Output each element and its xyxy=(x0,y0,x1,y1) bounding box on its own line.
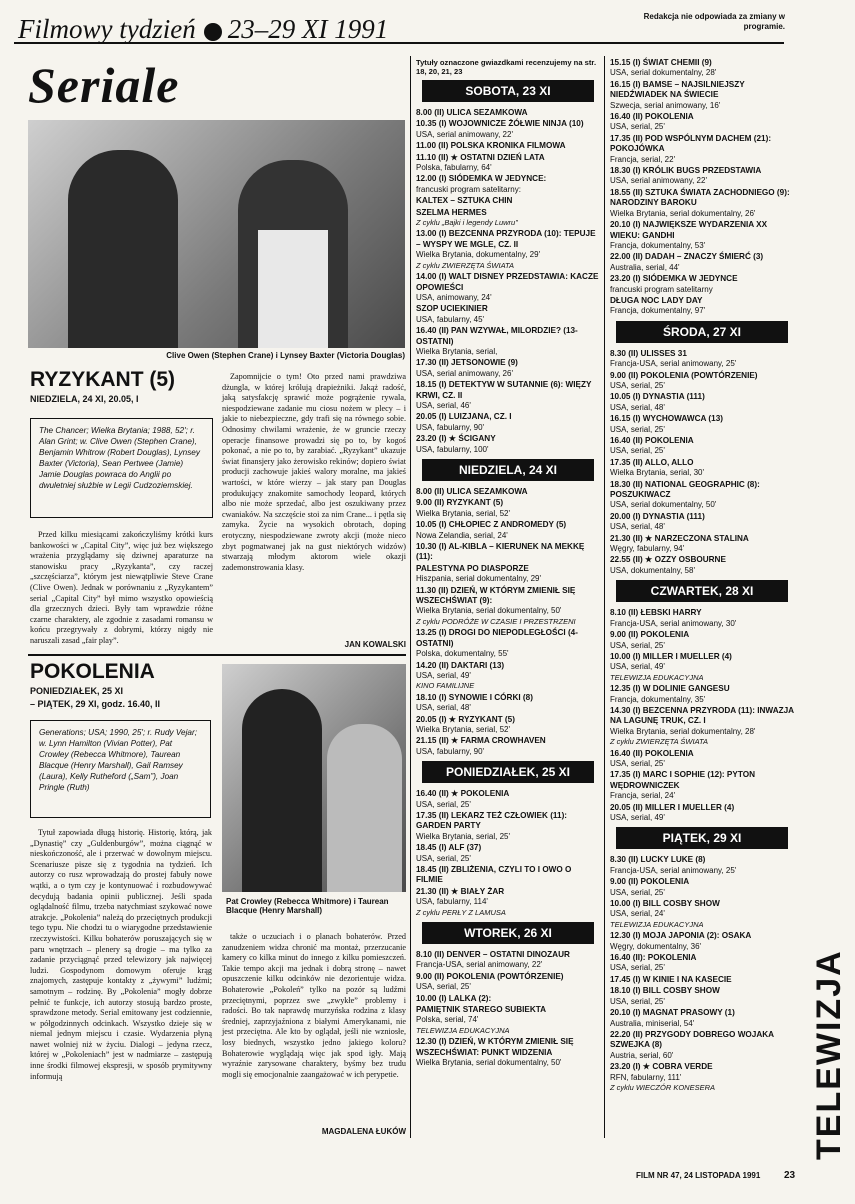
program-title: SZOP UCIEKINIER xyxy=(416,304,488,314)
program-series: TELEWIZJA EDUKACYJNA xyxy=(610,919,704,929)
program-item xyxy=(610,112,794,133)
program-item xyxy=(416,693,600,714)
program-title: 10.00 (I) MILLER I MUELLER (4) xyxy=(610,651,732,661)
program-title: 8.00 (II) ULICA SEZAMKOWA xyxy=(416,487,528,496)
program-series: Z cyklu PODRÓŻE W CZASIE I PRZESTRZENI xyxy=(416,616,576,626)
program-item xyxy=(610,349,794,370)
program-details: Węgry, dokumentalny, 36' xyxy=(610,941,702,951)
program-title: 18.10 (I) SYNOWIE I CÓRKI (8) xyxy=(416,692,533,702)
program-details: Francja-USA, serial animowany, 25' xyxy=(610,865,737,875)
program-details: USA, serial, 46' xyxy=(416,400,471,410)
program-item xyxy=(416,736,600,757)
program-details: USA, serial, 49' xyxy=(416,670,471,680)
program-title: 18.10 (I) BILL COSBY SHOW xyxy=(610,986,720,996)
header-title: Filmowy tydzień xyxy=(18,14,196,44)
program-details: USA, serial dokumentalny, 50' xyxy=(610,500,717,510)
photo-caption: Pat Crowley (Rebecca Whitmore) i Taurean Blacque (Henry Marshall) xyxy=(226,897,389,915)
program-item xyxy=(416,141,600,151)
program-title: 10.05 (I) DYNASTIA (111) xyxy=(610,392,705,402)
program-title: 20.10 (I) NAJWIĘKSZE WYDARZENIA XX WIEKU: GANDHI xyxy=(610,220,768,240)
program-details: USA, serial, 48' xyxy=(610,402,665,412)
program-item xyxy=(610,706,794,748)
program-item xyxy=(610,188,794,219)
program-details: USA, serial dokumentalny, 28' xyxy=(610,68,717,78)
program-title: 16.40 (II) PAN WZYWAŁ, MILORDZIE? (13-OSTATNI) xyxy=(416,326,578,346)
program-details: USA, serial animowany, 26' xyxy=(416,368,513,378)
program-details: Francja-USA, serial animowany, 22' xyxy=(416,960,543,970)
program-item xyxy=(610,684,794,705)
program-details: USA, serial, 25' xyxy=(416,799,471,809)
day-header: NIEDZIELA, 24 XI xyxy=(422,459,594,481)
program-item xyxy=(416,487,600,497)
column-divider xyxy=(410,56,411,1138)
program-title: 10.00 (I) BILL COSBY SHOW xyxy=(610,899,720,909)
program-details: USA, serial, 25' xyxy=(610,996,665,1006)
program-title: 23.20 (I) SIÓDEMKA W JEDYNCE xyxy=(610,274,738,284)
program-series: Z cyklu PERŁY Z LAMUSA xyxy=(416,907,506,917)
program-item xyxy=(416,994,600,1004)
program-item xyxy=(416,586,600,628)
program-details: Wielka Brytania, serial, 25' xyxy=(416,831,511,841)
program-title: 16.40 (II) ★ POKOLENIA xyxy=(416,789,510,799)
article-body-right: także o uczuciach i o planach bohaterów. Przed zanudzeniem widza chronić ma montaż, przerzucanie kamery co kilka minut do innego z kilku pomieszczeń. Takie tempo akcji ma jednak i dobrą stronę – nawet opuszczenie kilku odcinków nie dezorientuje widza. Bohaterowie „Pokoleń” tylko na pozór są ludźmi przeciętnymi, poprzez swe „zwykłe” problemy i radości. Bo tak naprawdę murzyńska rodzina z klasy średniej, zaprzyjaźniona z białymi Amerykanami, nie jest przeciętna. Ale kto by oglądał, jeśli nie wzniosłe, losy biednych, wszystko jedno jakiego koloru? Bohaterowie wyglądają więc jak spod igły. Mają wyraźnie zarysowane charaktery, byśmy bez trudu mogli się emocjonalnie zaangażować w ich perypetie. xyxy=(222,932,406,1079)
program-item xyxy=(610,371,794,392)
program-title: 17.35 (II) LEKARZ TEŻ CZŁOWIEK (11): GARDEN PARTY xyxy=(416,810,568,831)
article-divider xyxy=(28,654,406,656)
program-title: 16.40 (II): POKOLENIA xyxy=(610,953,697,963)
side-label: TELEWIZJA xyxy=(810,949,848,1160)
program-title: 17.35 (II) POD WSPÓLNYM DACHEM (21): POKOJÓWKA xyxy=(610,133,772,154)
program-title: 12.35 (I) W DOLINIE GANGESU xyxy=(610,684,730,694)
program-details: USA, dokumentalny, 58' xyxy=(610,565,695,575)
program-item xyxy=(416,520,600,541)
program-details: USA, serial, 25' xyxy=(610,963,665,973)
program-item xyxy=(416,434,600,455)
program-item xyxy=(416,972,600,993)
program-title: 10.05 (I) CHŁOPIEC Z ANDROMEDY (5) xyxy=(416,520,567,530)
program-details: Australia, serial, 44' xyxy=(610,262,680,272)
program-item xyxy=(610,252,794,273)
program-item xyxy=(416,380,600,411)
program-details: USA, fabularny, 100' xyxy=(416,444,489,454)
program-title: 15.15 (I) ŚWIAT CHEMII (9) xyxy=(610,58,712,67)
day-header: PONIEDZIAŁEK, 25 XI xyxy=(422,761,594,783)
program-title: 11.00 (II) POLSKA KRONIKA FILMOWA xyxy=(416,141,566,151)
program-series: Z cyklu ZWIERZĘTA ŚWIATA xyxy=(416,260,515,270)
program-details: USA, fabularny, 45' xyxy=(416,314,485,324)
program-details: USA, serial, 25' xyxy=(416,982,471,992)
program-details: Węgry, fabularny, 94' xyxy=(610,544,685,554)
program-item xyxy=(610,931,794,952)
program-item xyxy=(416,272,600,303)
program-item xyxy=(610,608,794,629)
program-details: Szwecja, serial animowany, 16' xyxy=(610,100,721,110)
program-details: Francja-USA, serial animowany, 30' xyxy=(610,618,737,628)
program-title: DŁUGA NOC LADY DAY xyxy=(610,295,703,305)
program-title: 22.00 (II) DADAH – ZNACZY ŚMIERĆ (3) xyxy=(610,252,764,262)
program-details: Wielka Brytania, serial, 52' xyxy=(416,508,511,518)
program-item xyxy=(610,877,794,898)
program-item xyxy=(610,296,794,317)
article-title-ryzykant: RYZYKANT (5) xyxy=(30,368,176,391)
program-details: Polska, fabularny, 64' xyxy=(416,163,492,173)
program-details: Polska, serial, 74' xyxy=(416,1015,479,1025)
program-details: USA, serial, 25' xyxy=(610,887,665,897)
program-item xyxy=(416,196,600,206)
program-details: Nowa Zelandia, serial, 24' xyxy=(416,530,508,540)
program-title: 8.10 (II) ŁEBSKI HARRY xyxy=(610,608,702,618)
program-details: Francja, dokumentalny, 35' xyxy=(610,694,706,704)
program-item xyxy=(416,661,600,692)
program-item xyxy=(416,950,600,971)
program-details: USA, serial, 25' xyxy=(610,446,665,456)
program-details: Hiszpania, serial dokumentalny, 29' xyxy=(416,574,541,584)
photo-ryzykant xyxy=(28,120,405,348)
program-details: Wielka Brytania, dokumentalny, 29' xyxy=(416,250,541,260)
program-title: 17.45 (I) W KINIE I NA KASECIE xyxy=(610,974,732,984)
program-item xyxy=(610,975,794,985)
program-title: 16.40 (II) POKOLENIA xyxy=(610,748,694,758)
program-item xyxy=(610,80,794,111)
program-title: 18.15 (I) DETEKTYW W SUTANNIE (6): WIĘZY KRWI, CZ. II xyxy=(416,380,592,400)
program-item xyxy=(610,1062,794,1093)
program-item xyxy=(416,326,600,357)
program-details: USA, serial, 25' xyxy=(416,853,471,863)
day-header: WTOREK, 26 XI xyxy=(422,922,594,944)
program-details: USA, serial, 25' xyxy=(610,424,665,434)
program-item xyxy=(610,1008,794,1029)
schedule-column-middle xyxy=(416,58,600,1138)
day-header: CZWARTEK, 28 XI xyxy=(616,580,788,602)
day-header: PIĄTEK, 29 XI xyxy=(616,827,788,849)
program-item xyxy=(416,811,600,842)
program-series: Z cyklu „Bajki i legendy Luwru” xyxy=(416,218,518,228)
program-item xyxy=(610,436,794,457)
header-note: Redakcja nie odpowiada za zmiany w programie. xyxy=(643,12,785,31)
program-item xyxy=(610,749,794,770)
day-header: SOBOTA, 23 XI xyxy=(422,80,594,102)
program-item xyxy=(416,865,600,886)
program-title: 18.45 (II) ZBLIŻENIA, CZYLI TO I OWO O FILMIE xyxy=(416,865,572,885)
program-title: PAMIĘTNIK STAREGO SUBIEKTA xyxy=(416,1005,547,1015)
program-title: 11.10 (II) ★ OSTATNI DZIEŃ LATA xyxy=(416,152,545,162)
article-body-left: Przed kilku miesiącami zakończyliśmy krótki kurs bankowości w „Capital City”, więc już bez większego wrażenia przyglądamy się dziwnej aparaturze na stanowisku pracy „Ryzykanta”, czy raczej „szczęściarza”, którym jest niewątpliwie Steve Crane (Clive Owen). Jednak w porównaniu z „Ryzykantem” serial „Capital City” był mimo wszystko opowieścią dla grzecznych dzieci. Były tam wprawdzie różne czarne charaktery, ale zgodnie z zasadami romansu w końcu przegrywały z dobrymi, którzy nigdy nie naruszali zasad „fair play”. xyxy=(30,530,213,645)
program-title: 22.55 (II) ★ OZZY OSBOURNE xyxy=(610,555,726,565)
column-note: Tytuły oznaczone gwiazdkami recenzujemy na str. 18, 20, 21, 23 xyxy=(416,58,597,76)
program-item xyxy=(416,843,600,864)
program-details: USA, serial, 24' xyxy=(610,909,665,919)
program-title: 8.10 (II) DENVER – OSTATNI DINOZAUR xyxy=(416,950,570,960)
program-series: TELEWIZJA EDUKACYJNA xyxy=(416,1025,510,1035)
article-body-left: Tytuł zapowiada długą historię. Historię, którą, jak „Dynastię” czy „Guldenburgów”, można ciągnąć w nieskończoność, ale i przerwać w dowolnym miejscu. Scenariusze pisze się z tygodnia na tydzień. Ich autorzy co rusz wprowadzają do prostej fabuły nowe wątki, a o tym czy je kontynuować i rozbudowywać decydują badania opinii publicznej. Jeśli spada oglądalność filmu, trzeba natychmiast szykować nowe atrakcje. „Pokolenia” należą do przeciętnych produkcji tego typu. Nie chodzi tu o wiarygodne przedstawienie rzeczywistości. Kilku bohaterów poruszających się w paru wnętrzach – plenery są drogie – ma tylko za zadanie przyciągnąć przed telewizory jak najwięcej ludzi. Gospodynom domowym oferuje krąg znajomych, zastępuje kontakty z „żywymi” ludźmi; samotnym – rodzinę. By „Pokolenia” mogły dobrze pełnić te funkcje, ich autorzy stosują bardzo proste, sprawdzone metody. Serial emitowany jest codziennie, w półgodzinnych odcinkach. Wszystko dzieje się w niemal jednym miejscu i czasie. Wydarzenia płyną nawet wolniej niż w życiu. Dialogi – jedyna rzecz, której w „Pokoleniach” jest w nadmiarze – zastępują inne środki filmowej ekspresji, w sposób prymitywny informują xyxy=(30,828,212,1081)
program-item xyxy=(610,770,794,801)
column-divider xyxy=(604,56,605,1138)
program-title: 10.35 (I) WOJOWNICZE ŻÓŁWIE NINJA (10) xyxy=(416,119,584,129)
program-title: 14.00 (I) WALT DISNEY PRZEDSTAWIA: KACZE OPOWIEŚCI xyxy=(416,272,599,292)
program-details: USA, serial, 25' xyxy=(610,122,665,132)
program-item xyxy=(610,512,794,533)
program-details: Australia, miniserial, 54' xyxy=(610,1018,695,1028)
side-label-box xyxy=(806,925,846,1165)
program-series: TELEWIZJA EDUKACYJNA xyxy=(610,672,704,682)
program-series: KINO FAMILIJNE xyxy=(416,681,475,691)
program-item xyxy=(610,953,794,974)
program-title: 22.20 (II) PRZYGODY DOBREGO WOJAKA SZWEJKA (8) xyxy=(610,1029,774,1050)
article-author: MAGDALENA ŁUKÓW xyxy=(321,1127,406,1136)
program-item xyxy=(416,358,600,379)
program-details: USA, serial animowany, 22' xyxy=(610,176,707,186)
program-item xyxy=(416,498,600,519)
program-details: Francja, dokumentalny, 97' xyxy=(610,306,706,316)
program-item xyxy=(416,789,600,810)
program-title: 21.30 (II) ★ BIAŁY ŻAR xyxy=(416,886,505,896)
program-details: USA, serial, 25' xyxy=(610,380,665,390)
program-title: 9.00 (II) POKOLENIA xyxy=(610,630,690,640)
program-title: 20.05 (I) LUIZJANA, CZ. I xyxy=(416,412,512,422)
program-details: Francja, serial, 24' xyxy=(610,791,676,801)
program-details: USA, serial, 48' xyxy=(610,522,665,532)
article-body-right: Zapomnijcie o tym! Oto przed nami prawdziwa dżungla, w której królują drapieżniki. Jakąż radość, jaką satysfakcję sprawić może pogrążenie rywala, niespodziewane zadanie mu ciosu nożem w plecy – i jakie to niebezpieczne, gdy trafi się na równego sobie. Odnosimy chwilami wrażenie, że w gruncie rzeczy operacje finansowe prowadzi się po to, by kogoś pokonać, a nie po to, by zarabiać. „Ryzykant” ukazuje świat finansjery jako żerowisko rekinów; dopiero świat producji zachowuje jakieś walory moralne, ma jakieś wartości, w które wierzy – jak stary pan Douglas produkujący znakomite samochody leopard, których albo nie może sprzedać, albo jest oszukiwany przez cwaniaków. Na szczęście stoi za nim Crane... i pętla się zamyka. Życie na wysokich obrotach, doping erotyczny, niespodziewane zwroty akcji (może nieco zbyt pogmatwanej jak na gust niektórych widzów) stwarzają młodym aktorom wiele okazji zademonstrowania klasy. xyxy=(222,372,406,572)
program-item xyxy=(416,1037,600,1068)
program-item xyxy=(416,229,600,271)
footer: FILM NR 47, 24 LISTOPADA 1991 xyxy=(636,1171,761,1180)
program-title: 13.25 (I) DROGI DO NIEPODLEGŁOŚCI (4-OSTATNI) xyxy=(416,628,578,648)
program-item xyxy=(610,1030,794,1061)
program-item xyxy=(416,564,600,585)
section-label: Seriale xyxy=(28,57,180,113)
program-title: 9.00 (II) RYZYKANT (5) xyxy=(416,498,504,508)
program-item xyxy=(416,715,600,736)
page-number: 23 xyxy=(784,1170,796,1181)
program-title: 16.40 (II) POKOLENIA xyxy=(610,436,694,445)
program-details: USA, serial, 49' xyxy=(610,662,665,672)
schedule-column-right xyxy=(610,58,794,1166)
article-title-pokolenia: POKOLENIA xyxy=(30,660,155,683)
program-title: 18.30 (I) KRÓLIK BUGS PRZEDSTAWIA xyxy=(610,166,762,176)
program-details: USA, fabularny, 114' xyxy=(416,897,488,907)
program-item xyxy=(610,414,794,435)
photo-caption: Clive Owen (Stephen Crane) i Lynsey Baxter (Victoria Douglas) xyxy=(166,351,405,360)
article-schedule: NIEDZIELA, 24 XI, 20.05, I xyxy=(30,394,139,404)
program-title: 20.05 (I) ★ RYZYKANT (5) xyxy=(416,714,515,724)
program-item xyxy=(416,208,600,229)
program-series: Z cyklu WIECZÓR KONESERA xyxy=(610,1082,716,1092)
bullet-icon xyxy=(204,23,222,41)
program-item xyxy=(610,480,794,511)
program-item xyxy=(610,274,794,295)
program-details: RFN, fabularny, 111' xyxy=(610,1072,682,1082)
program-item xyxy=(416,1005,600,1036)
program-title: 20.10 (I) MAGNAT PRASOWY (1) xyxy=(610,1008,735,1018)
program-details: Wielka Brytania, serial dokumentalny, 50' xyxy=(416,606,562,616)
article-schedule-start: PONIEDZIAŁEK, 25 XI xyxy=(30,686,124,696)
program-title: 11.30 (II) DZIEŃ, W KTÓRYM ZMIENIŁ SIĘ WSZECHŚWIAT (9): xyxy=(416,585,576,606)
program-item xyxy=(610,392,794,413)
program-title: 8.30 (II) LUCKY LUKE (8) xyxy=(610,855,706,865)
program-item xyxy=(610,220,794,251)
program-details: Wielka Brytania, serial, 52' xyxy=(416,724,511,734)
article-credits: The Chancer; Wielka Brytania; 1988, 52'; r. Alan Grint; w. Clive Owen (Stephen Crane), Benjamin Whitrow (Robert Douglas), Lynsey Baxter (Victoria), Sean Pertwee (Jamie) Jamie Douglas powraca do Anglii po dwuletniej służbie w Legii Cudzoziemskiej. xyxy=(30,418,213,518)
program-item xyxy=(416,108,600,118)
program-item xyxy=(610,803,794,824)
program-item xyxy=(610,134,794,165)
program-title: 17.30 (II) JETSONOWIE (9) xyxy=(416,358,518,368)
program-title: 18.30 (II) NATIONAL GEOGRAPHIC (8): POSZUKIWACZ xyxy=(610,479,760,500)
program-details: USA, animowany, 24' xyxy=(416,292,492,302)
program-title: 10.00 (I) LALKA (2): xyxy=(416,993,492,1003)
program-details: Francja, serial, 22' xyxy=(610,154,676,164)
header-dates: 23–29 XI 1991 xyxy=(227,14,389,44)
article-author: JAN KOWALSKI xyxy=(344,640,406,649)
program-title: 16.15 (I) BAMSE – NAJSILNIEJSZY NIEDŹWIADEK NA ŚWIECIE xyxy=(610,79,745,100)
program-title: 18.45 (I) ALF (37) xyxy=(416,843,482,853)
program-item xyxy=(416,119,600,140)
program-details: francuski program satelitarny: xyxy=(416,184,521,194)
program-title: 8.00 (II) ULICA SEZAMKOWA xyxy=(416,108,528,117)
program-item xyxy=(610,555,794,576)
program-title: 18.55 (II) SZTUKA ŚWIATA ZACHODNIEGO (9): NARODZINY BAROKU xyxy=(610,187,790,208)
program-details: Wielka Brytania, serial, xyxy=(416,346,498,356)
program-details: Wielka Brytania, serial dokumentalny, 26' xyxy=(610,208,756,218)
program-title: 9.00 (II) POKOLENIA xyxy=(610,877,690,887)
program-title: 21.15 (II) ★ FARMA CROWHAVEN xyxy=(416,736,546,746)
program-details: Wielka Brytania, serial dokumentalny, 28' xyxy=(610,726,756,736)
program-title: 17.35 (II) ALLO, ALLO xyxy=(610,457,694,467)
program-item xyxy=(610,166,794,187)
program-title: 14.30 (I) BEZCENNA PRZYRODA (11): INWAZJA NA LAGUNĘ TRUK, CZ. I xyxy=(610,705,794,726)
article-credits: Generations; USA; 1990, 25'; r. Rudy Vejar; w. Lynn Hamilton (Vivian Potter), Pat Crowley (Rebecca Whitmore), Taurean Blacque (Henry Marshall), Gail Ramsey (Laura), Kelly Rutheford („Sam”), Joan Pringle (Ruth) xyxy=(30,720,211,818)
program-details: francuski program satelitarny xyxy=(610,284,713,294)
header-title-bar xyxy=(18,14,388,45)
program-details: USA, serial, 48' xyxy=(416,703,471,713)
program-item xyxy=(416,542,600,563)
program-title: 8.30 (II) ULISSES 31 xyxy=(610,348,687,358)
program-item xyxy=(416,887,600,918)
program-details: Polska, dokumentalny, 55' xyxy=(416,649,509,659)
program-title: PALESTYNA PO DIASPORZE xyxy=(416,563,529,573)
program-details: USA, serial, 49' xyxy=(610,813,665,822)
program-title: 10.30 (I) AL-KIBLA – KIERUNEK NA MEKKĘ (11): xyxy=(416,542,585,562)
program-details: Francja, dokumentalny, 53' xyxy=(610,240,706,250)
program-title: 12.30 (I) DZIEŃ, W KTÓRYM ZMIENIŁ SIĘ WSZECHŚWIAT: PUNKT WIDZENIA xyxy=(416,1037,574,1057)
program-details: Wielka Brytania, serial, 30' xyxy=(610,468,705,478)
program-item xyxy=(416,304,600,325)
program-details: USA, serial, 25' xyxy=(610,640,665,650)
program-title: 23.20 (I) ★ COBRA VERDE xyxy=(610,1062,713,1072)
program-item xyxy=(416,174,600,195)
program-title: 12.30 (I) MOJA JAPONIA (2): OSAKA xyxy=(610,931,752,941)
program-title: 21.30 (II) ★ NARZECZONA STALINA xyxy=(610,533,749,543)
program-title: 14.20 (II) DAKTARI (13) xyxy=(416,660,505,670)
photo-pokolenia xyxy=(222,664,406,892)
program-item xyxy=(610,855,794,876)
program-details: USA, fabularny, 90' xyxy=(416,746,485,756)
program-title: 12.00 (I) SIÓDEMKA W JEDYNCE: xyxy=(416,174,547,184)
program-title: 9.00 (II) POKOLENIA (POWTÓRZENIE) xyxy=(610,370,758,380)
program-item xyxy=(416,412,600,433)
program-item xyxy=(610,630,794,651)
program-item xyxy=(610,652,794,683)
program-item xyxy=(610,534,794,555)
program-details: USA, fabularny, 90' xyxy=(416,422,485,432)
program-title: 16.40 (II) POKOLENIA xyxy=(610,112,694,122)
program-item xyxy=(610,458,794,479)
program-details: Wielka Brytania, serial dokumentalny, 50' xyxy=(416,1058,562,1068)
program-item xyxy=(416,628,600,659)
program-details: Francja-USA, serial animowany, 25' xyxy=(610,359,737,369)
program-title: 20.05 (II) MILLER I MUELLER (4) xyxy=(610,802,735,812)
day-header: ŚRODA, 27 XI xyxy=(616,321,788,343)
program-item xyxy=(610,58,794,79)
program-item xyxy=(610,986,794,1007)
program-details: Austria, serial, 60' xyxy=(610,1050,674,1060)
program-title: 17.35 (I) MARC I SOPHIE (12): PYTON WĘDROWNICZEK xyxy=(610,770,755,790)
program-title: 16.15 (I) WYCHOWAWCA (13) xyxy=(610,414,723,424)
article-schedule-end: – PIĄTEK, 29 XI, godz. 16.40, II xyxy=(30,699,161,709)
program-title: 9.00 (II) POKOLENIA (POWTÓRZENIE) xyxy=(416,971,564,981)
program-title: 23.20 (I) ★ ŚCIGANY xyxy=(416,434,496,444)
program-item xyxy=(610,899,794,930)
program-details: USA, serial animowany, 22' xyxy=(416,129,513,139)
program-item xyxy=(416,153,600,174)
program-title: KALTEX – SZTUKA CHIN xyxy=(416,196,513,206)
program-details: USA, serial, 25' xyxy=(610,758,665,768)
program-title: SZELMA HERMES xyxy=(416,207,487,217)
program-title: 13.00 (I) BEZCENNA PRZYRODA (10): TEPUJE – WYSPY WE MGLE, CZ. II xyxy=(416,229,596,249)
program-title: 20.00 (I) DYNASTIA (111) xyxy=(610,511,705,521)
program-series: Z cyklu ZWIERZĘTA ŚWIATA xyxy=(610,737,709,747)
